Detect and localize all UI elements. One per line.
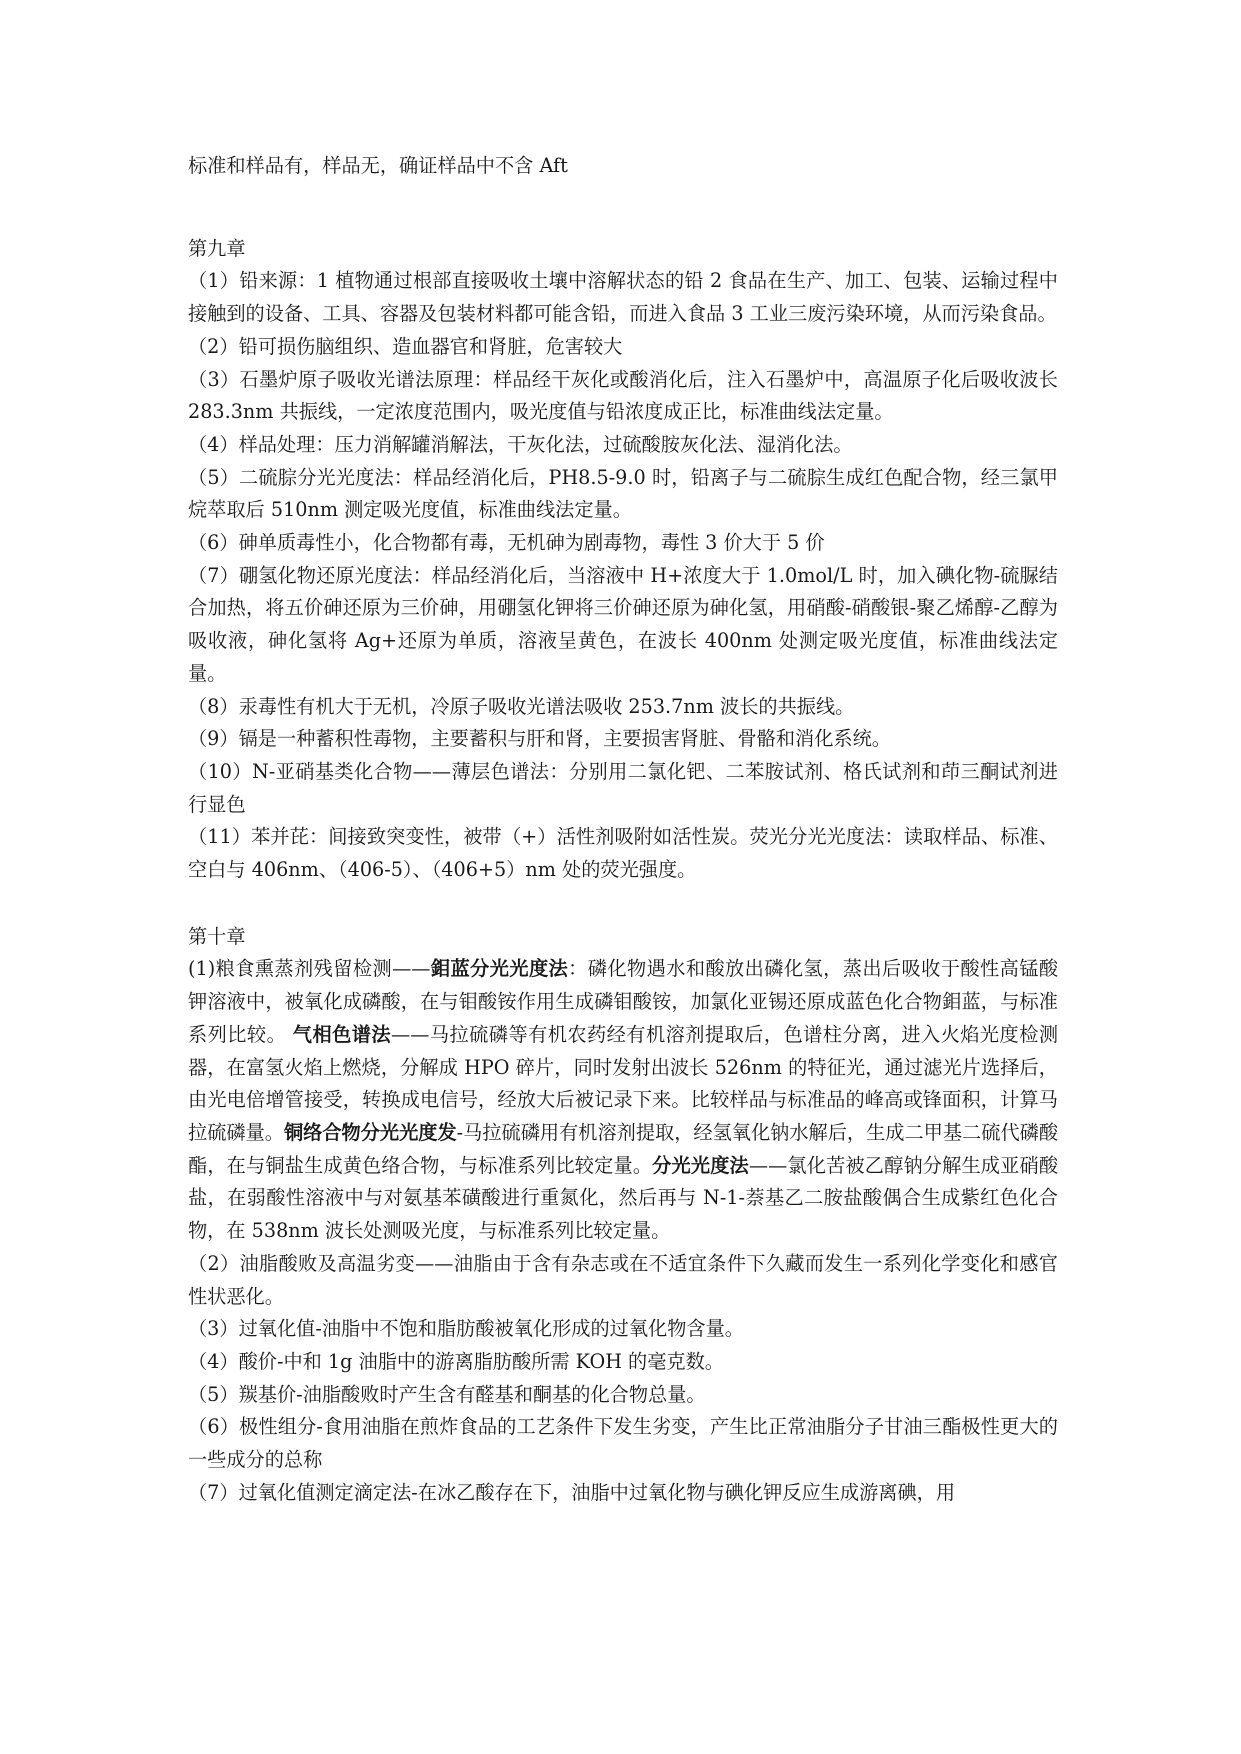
ch9-item-2: （2）铅可损伤脑组织、造血器官和肾脏，危害较大 [188, 334, 623, 358]
document-page [188, 150, 1058, 1509]
ch9-item-8: （8）汞毒性有机大于无机，冷原子吸收光谱法吸收 253.7nm 波长的共振线。 [188, 694, 855, 718]
ch10-item-1-bold-4: 分光光度法 [652, 1153, 749, 1177]
section-gap [188, 183, 1058, 233]
ch10-item-1-text-4: -马拉硫磷用有机溶剂提取，经氢氧化钠水解后，生成二甲基二硫代磷酸酯，在与铜盐生成黄色络合物，与标准系列比较定量。 [188, 1120, 1059, 1177]
ch9-item-6: （6）砷单质毒性小，化合物都有毒，无机砷为剧毒物，毒性 3 价大于 5 价 [188, 531, 825, 555]
ch10-item-1-bold-3: 铜络合物分光光度发 [283, 1120, 457, 1144]
ch9-item-5: （5）二硫腙分光光度法：样品经消化后，PH8.5-9.0 时，铅离子与二硫腙生成红色配合物，经三氯甲烷萃取后 510nm 测定吸光度值，标准曲线法定量。 [188, 465, 1058, 522]
ch10-item-1-text-1: (1)粮食熏蒸剂残留检测—— [188, 957, 431, 981]
ch9-item-10: （10）N-亚硝基类化合物——薄层色谱法：分别用二氯化钯、二苯胺试剂、格氏试剂和茚三酮试剂进行显色 [188, 759, 1058, 816]
ch9-item-11: （11）苯并芘：间接致突变性，被带（+）活性剂吸附如活性炭。荧光分光光度法：读取样品、标准、空白与 406nm、（406-5）、（406+5）nm 处的荧光强度。 [188, 825, 1058, 882]
ch10-item-7: （7）过氧化值测定滴定法-在冰乙酸存在下，油脂中过氧化物与碘化钾反应生成游离碘，用 [188, 1480, 956, 1504]
ch9-item-3: （3）石墨炉原子吸收光谱法原理：样品经干灰化或酸消化后，注入石墨炉中，高温原子化后吸收波长 283.3nm 共振线，一定浓度范围内，吸光度值与铅浓度成正比，标准曲线法定量。 [188, 367, 1058, 424]
ch10-item-1-text-5: ——氯化苦被乙醇钠分解生成亚硝酸盐，在弱酸性溶液中与对氨基苯磺酸进行重氮化，然后再与 N-1-萘基乙二胺盐酸偶合生成紫红色化合物，在 538nm 波长处测吸光度，与标准系列比较定量。 [188, 1153, 1059, 1243]
ch10-item-1-text-2: ：磷化物遇水和酸放出磷化氢，蒸出后吸收于酸性高锰酸钾溶液中，被氧化成磷酸，在与钼酸铵作用生成磷钼酸铵，加氯化亚锡还原成蓝色化合物鉬蓝，与标准系列比较。 [188, 957, 1059, 1046]
ch9-item-9: （9）镉是一种蓄积性毒物，主要蓄积与肝和肾，主要损害肾脏、骨骼和消化系统。 [188, 727, 891, 751]
intro-line: 标准和样品有，样品无，确证样品中不含 Aft [188, 154, 568, 177]
ch9-item-4: （4）样品处理：压力消解罐消解法，干灰化法，过硫酸胺灰化法、湿消化法。 [188, 432, 853, 456]
ch10-item-3: （3）过氧化值-油脂中不饱和脂肪酸被氧化形成的过氧化物含量。 [188, 1317, 744, 1341]
ch10-item-1-bold-1: 鉬蓝分光光度法 [430, 957, 569, 981]
ch10-item-1 [188, 953, 1058, 1247]
ch10-item-1-bold-2: 气相色谱法 [292, 1022, 392, 1046]
ch10-item-2: （2）油脂酸败及高温劣变——油脂由于含有杂志或在不适宜条件下久藏而发生一系列化学变化和感官性状恶化。 [188, 1251, 1058, 1308]
section-gap [188, 887, 1058, 921]
ch9-item-7: （7）硼氢化物还原光度法：样品经消化后，当溶液中 H+浓度大于 1.0mol/L 时，加入碘化物-硫脲结合加热，将五价砷还原为三价砷，用硼氢化钾将三价砷还原为砷化氢，用硝酸-硝酸银-聚乙烯醇-乙醇为吸收液，砷化氢将 Ag+还原为单质，溶液呈黄色，在波长 400nm 处测定吸光度值，标准曲线法定量。 [188, 563, 1058, 685]
ch10-item-6: （6）极性组分-食用油脂在煎炸食品的工艺条件下发生劣变，产生比正常油脂分子甘油三酯极性更大的一些成分的总称 [188, 1415, 1058, 1472]
ch10-item-5: （5）羰基价-油脂酸败时产生含有醛基和酮基的化合物总量。 [188, 1382, 706, 1406]
chapter-10-title: 第十章 [188, 924, 246, 948]
ch10-item-1-text-3: ——马拉硫磷等有机农药经有机溶剂提取后，色谱柱分离，进入火焰光度检测器，在富氢火焰上燃烧，分解成 HPO 碎片，同时发射出波长 526nm 的特征光，通过滤光片选择后，由光电倍增管接受，转换成电信号，经放大后被记录下来。比较样品与标准品的峰高或锋面积，计算马拉硫磷量。 [188, 1022, 1059, 1144]
ch9-item-1: （1）铅来源：1 植物通过根部直接吸收土壤中溶解状态的铅 2 食品在生产、加工、包装、运输过程中接触到的设备、工具、容器及包装材料都可能含铅，而进入食品 3 工业三废污染环境，从而污染食品。 [188, 269, 1058, 326]
ch10-item-4: （4）酸价-中和 1g 油脂中的游离脂肪酸所需 KOH 的毫克数。 [188, 1349, 724, 1373]
chapter-9-title: 第九章 [188, 236, 246, 260]
